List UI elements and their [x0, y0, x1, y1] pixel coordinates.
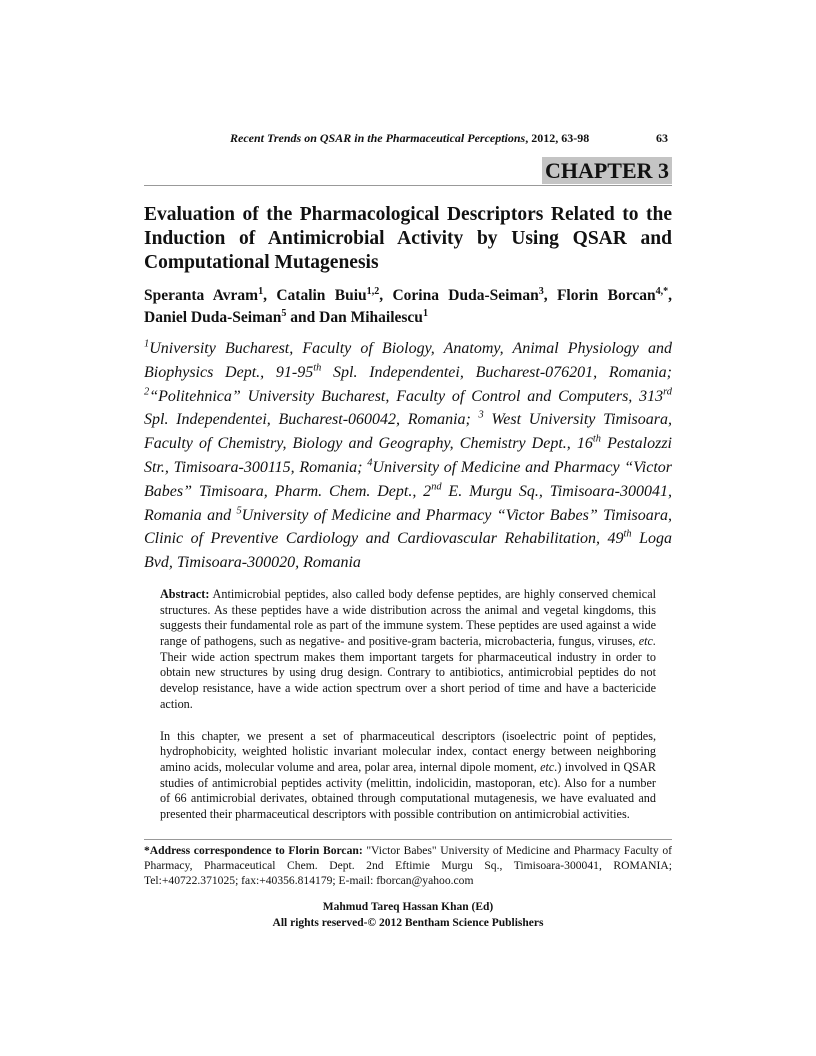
book-title: Recent Trends on QSAR in the Pharmaceutical Perceptions [230, 131, 526, 145]
abstract-text: ) involved in QSAR studies of antimicrobial peptides activity (melittin, indolicidin, mastoporan, etc). Also for a number of 66 antimicrobial derivates, obtained through computational mutagenesis, we have evaluated and presented their pharmaceutical descriptors with possible contribution on antimicrobial activities. [160, 760, 656, 822]
abstract-text: Antimicrobial peptides, also called body defense peptides, are highly conserved chemical structures. As these peptides have a wide distribution across the animal and vegetal kingdoms, this suggests their fundamental role as part of the immune system. These peptides are used against a wide range of pathogens, such as negative- and positive-gram bacteria, microbacteria, fungus, viruses, [160, 586, 656, 649]
author-superscript: 4,* [655, 285, 669, 297]
abstract-paragraph-2 [160, 729, 656, 823]
author-name: Dan Mihailescu [319, 309, 423, 326]
affiliation-text: E. Murgu Sq., Timisoara-300041, Romania and [144, 482, 672, 524]
affiliation-text: University of Medicine and Pharmacy “Victor Babes” Timisoara, Clinic of Preventive Cardiology and Cardiovascular Rehabilitation, 49 [144, 506, 672, 548]
book-meta: , 2012, 63-98 [525, 131, 590, 145]
author-superscript: 1 [258, 285, 264, 297]
affiliation-text: University of Medicine and Pharmacy “Victor Babes” Timisoara, Pharm. Chem. Dept., 2 [144, 458, 673, 500]
affiliation-superscript: th [623, 529, 632, 541]
abstract-etc: etc. [638, 634, 656, 649]
author-separator: and [286, 309, 320, 326]
chapter-label: CHAPTER 3 [542, 157, 672, 184]
author-separator: , [263, 287, 277, 304]
author-separator: , [668, 287, 673, 304]
affiliation-superscript: th [313, 362, 322, 374]
affiliation-superscript: 1 [144, 338, 150, 350]
author-name: Florin Borcan [556, 287, 656, 304]
author-name: Catalin Buiu [276, 287, 367, 304]
footnote-text: "Victor Babes" University of Medicine and Pharmacy Faculty of Pharmacy, Pharmaceutical Chem. Dept. 2nd Eftimie Murgu Sq., Timisoara-300041, ROMANIA; Tel:+40722.371025; fax:+40356.814179; E-mail: fborcan@yahoo.com [144, 843, 672, 887]
affiliation-superscript: 3 [478, 410, 484, 422]
author-name: Daniel Duda-Seiman [144, 309, 282, 326]
abstract-etc: etc. [540, 760, 558, 774]
affiliation-superscript: 2 [144, 386, 150, 398]
affiliation-text: West University Timisoara, Faculty of Chemistry, Biology and Geography, Chemistry Dept., 16 [144, 411, 672, 453]
header-rule [144, 185, 672, 186]
affiliation-superscript: rd [663, 386, 672, 398]
author-superscript: 1 [422, 307, 428, 319]
affiliation-superscript: nd [431, 481, 442, 493]
author-superscript: 3 [538, 285, 544, 297]
author-separator: , [543, 287, 557, 304]
abstract-paragraph-1 [160, 587, 656, 713]
editor-line: Mahmud Tareq Hassan Khan (Ed) [322, 900, 494, 913]
affiliation-text: Spl. Independentei, Bucharest-060042, Romania; [144, 411, 479, 429]
affiliation-text: Loga Bvd, Timisoara-300020, Romania [144, 530, 672, 572]
affiliation-superscript: 4 [367, 457, 373, 469]
affiliation-text: Pestalozzi Str., Timisoara-300115, Romania; [144, 435, 672, 476]
affiliations [144, 337, 672, 575]
abstract-text: Their wide action spectrum makes them important targets for pharmaceutical industry in order to obtain new structures by using drug design. Contrary to antibiotics, antimicrobial peptides do not develop resistance, have a wide action spectrum over a short period of time and have a bactericide action. [160, 649, 656, 711]
page-number: 63 [656, 131, 668, 145]
affiliation-text: “Politehnica” University Bucharest, Faculty of Control and Computers, 313 [149, 387, 664, 405]
running-header [144, 131, 672, 146]
footnote-rule [144, 839, 672, 840]
author-name: Speranta Avram [144, 287, 259, 304]
footnote-label: *Address correspondence to Florin Borcan: [144, 843, 363, 857]
author-superscript: 5 [281, 307, 287, 319]
author-name: Corina Duda-Seiman [392, 287, 539, 304]
page-body [144, 203, 672, 931]
chapter-title: Evaluation of the Pharmacological Descriptors Related to the Induction of Antimicrobial Activity by Using QSAR and Computational Mutagenesis [144, 204, 672, 273]
author-list [144, 285, 672, 329]
page-footer [144, 899, 672, 931]
abstract-text: In this chapter, we present a set of pharmaceutical descriptors (isoelectric point of peptides, hydrophobicity, weighted holistic invariant molecular index, contact energy between neighboring amino acids, molecular volume and area, polar area, internal dipole moment, [160, 728, 656, 774]
affiliation-text: Spl. Independentei, Bucharest-076201, Romania; [321, 363, 673, 381]
affiliation-superscript: th [592, 433, 601, 445]
correspondence-footnote [144, 843, 672, 888]
author-separator: , [379, 287, 393, 304]
author-superscript: 1,2 [366, 285, 380, 297]
abstract-label: Abstract: [160, 586, 210, 601]
copyright-line: All rights reserved-© 2012 Bentham Science Publishers [272, 916, 544, 929]
affiliation-superscript: 5 [236, 505, 242, 517]
affiliation-text: University Bucharest, Faculty of Biology, Anatomy, Animal Physiology and Biophysics Dept., 91-95 [144, 340, 672, 381]
